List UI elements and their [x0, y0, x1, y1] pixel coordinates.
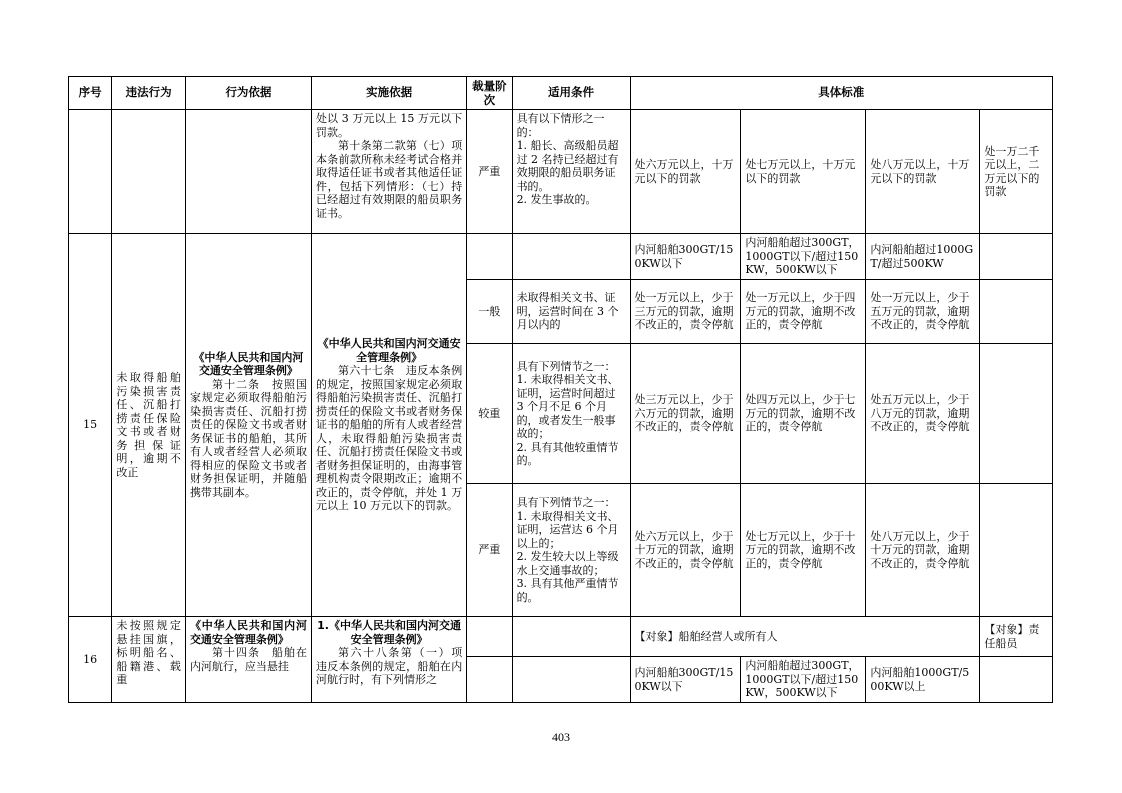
condition-cell: 具有下列情节之一： 1. 未取得相关文书、证明，运营达 6 个月以上的； 2. 发生较大以上等级水上交通事故的； 3. 具有其他严重情节的。 — [512, 484, 630, 617]
impl-body: 第六十八条第（一）项 违反本条例的规定，船舶在内河航行时，有下列情形之 — [315, 646, 474, 686]
standard-cell: 处七万元以上，少于十万元的罚款，逾期不改正的，责令停航 — [741, 484, 866, 617]
header-standards: 具体标准 — [630, 77, 1052, 110]
level-cell: 较重 — [467, 344, 512, 484]
basis-title: 《中华人民共和国内河交通安全管理条例》 — [189, 619, 307, 646]
standard-cell: 处八万元以上，十万元以下的罚款 — [866, 110, 980, 234]
standard-cell: 处一万元以上，少于五万元的罚款，逾期不改正的，责令停航 — [866, 280, 980, 344]
row-seq: 16 — [69, 617, 112, 703]
level-cell: 一般 — [467, 280, 512, 344]
impl-title: 《中华人民共和国内河交通安全管理条例》 — [317, 337, 461, 364]
tier-cell: 内河船舶超过1000GT/超过500KW — [866, 234, 980, 280]
page-number: 403 — [552, 730, 570, 744]
header-conditions: 适用条件 — [512, 77, 630, 110]
level-cell: 严重 — [467, 110, 512, 234]
standard-cell: 处一万二千元以上，二万元以下的罚款 — [980, 110, 1053, 234]
table-row — [69, 110, 1053, 234]
table-row — [69, 617, 1053, 657]
row-seq: 15 — [69, 234, 112, 617]
impl-text-2: 第十条第二款第（七）项 本条前款所称未经考试合格并取得适任证书或者其他适任证件，包括下列情形：（七）持已经超过有效期限的船员职务证书。 — [315, 139, 474, 220]
tier-cell: 内河船舶300GT/150KW以下 — [630, 234, 741, 280]
basis-cell — [185, 617, 311, 703]
impl-text: 处以 3 万元以上 15 万元以下罚款。 — [315, 112, 463, 139]
violation-cell: 未取得船舶污染损害责任、沉船打捞责任保险文书或者财务担保证明，逾期不改正 — [112, 234, 186, 617]
header-level: 裁量阶次 — [467, 77, 512, 110]
standard-cell: 处六万元以上，少于十万元的罚款，逾期不改正的，责令停航 — [630, 484, 741, 617]
standard-cell: 处七万元以上，十万元以下的罚款 — [741, 110, 866, 234]
violation-cell: 未按照规定悬挂国旗，标明船名、船籍港、载重 — [112, 617, 186, 703]
condition-cell: 具有下列情节之一： 1. 未取得相关文书、证明，运营时间超过 3 个月不足 6 个月的，或者发生一般事故的； 2. 具有其他较重情节的。 — [512, 344, 630, 484]
basis-title: 《中华人民共和国内河交通安全管理条例》 — [193, 350, 304, 378]
condition-cell: 具有以下情形之一的： 1. 船长、高级船员超过 2 名持已经超过有效期限的船员职务证书的。 2. 发生事故的。 — [512, 110, 630, 234]
tier-cell: 内河船舶超过300GT，1000GT以下/超过150KW，500KW以下 — [741, 234, 866, 280]
header-row — [69, 77, 1053, 110]
penalty-standards-table — [68, 76, 1053, 703]
impl-cell — [311, 617, 474, 703]
object-cell: 【对象】责任船员 — [980, 617, 1053, 657]
standard-cell: 处五万元以上，少于八万元的罚款，逾期不改正的，责令停航 — [866, 344, 980, 484]
standard-cell: 处八万元以上，少于十万元的罚款，逾期不改正的，责令停航 — [866, 484, 980, 617]
header-seq: 序号 — [69, 77, 112, 110]
standard-cell: 处四万元以上，少于七万元的罚款，逾期不改正的，责令停航 — [741, 344, 866, 484]
impl-cell — [311, 234, 466, 617]
header-violation: 违法行为 — [112, 77, 186, 110]
basis-body: 第十二条 按照国家规定必须取得船舶污染损害责任、沉船打捞责任的保险文书或者财务保证书的船舶，其所有人或者经营人必须取得相应的保险文书或者财务担保证明，并随船携带其副本。 — [189, 377, 307, 499]
standard-cell: 处一万元以上，少于四万元的罚款，逾期不改正的，责令停航 — [741, 280, 866, 344]
standard-cell: 处一万元以上，少于三万元的罚款，逾期不改正的，责令停航 — [630, 280, 741, 344]
tier-cell: 内河船舶1000GT/500KW以上 — [866, 657, 980, 703]
impl-title: 1.《中华人民共和国内河交通安全管理条例》 — [317, 619, 461, 646]
header-basis: 行为依据 — [185, 77, 311, 110]
impl-body: 第六十七条 违反本条例的规定，按照国家规定必须取得船舶污染损害责任、沉船打捞责任的保险文书或者财务保证书的船舶的所有人或者经营人，未取得船舶污染损害责任、沉船打捞责任保险文书或者财务担保证明的，由海事管理机构责令限期改正；逾期不改正的，责令停航，并处 1 万元以上 10 万元以下的罚款。 — [315, 364, 463, 513]
standard-cell: 处六万元以上，十万元以下的罚款 — [630, 110, 741, 234]
tier-cell: 内河船舶超过300GT，1000GT以下/超过150KW，500KW以下 — [741, 657, 866, 703]
basis-cell — [185, 234, 311, 617]
header-implementation: 实施依据 — [311, 77, 466, 110]
basis-body: 第十四条 船舶在内河航行，应当悬挂 — [189, 646, 307, 673]
object-cell: 【对象】船舶经营人或所有人 — [630, 617, 980, 657]
standard-cell: 处三万元以上，少于六万元的罚款，逾期不改正的，责令停航 — [630, 344, 741, 484]
impl-cell — [311, 110, 474, 234]
table-row — [69, 234, 1053, 280]
level-cell: 严重 — [467, 484, 512, 617]
tier-cell: 内河船舶300GT/150KW以下 — [630, 657, 741, 703]
condition-cell: 未取得相关文书、证明，运营时间在 3 个月以内的 — [512, 280, 630, 344]
